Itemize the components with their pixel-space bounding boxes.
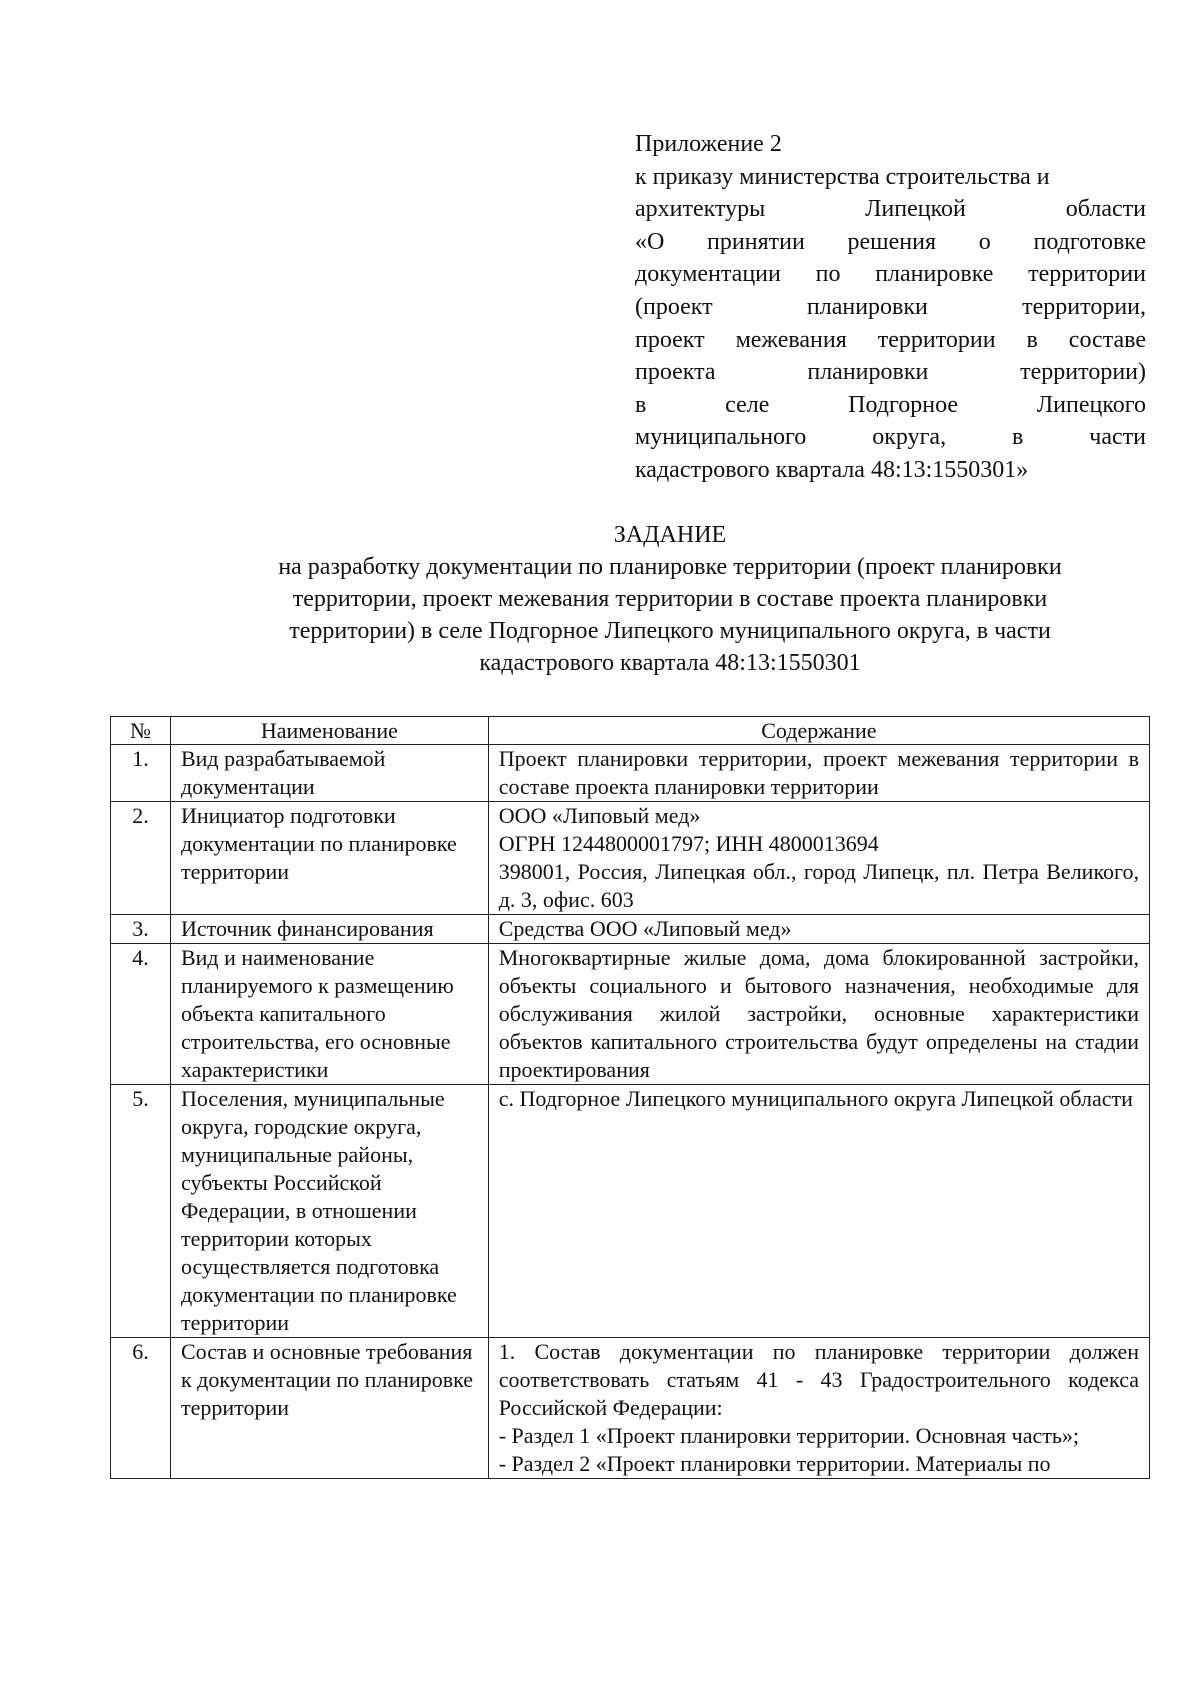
content-paragraph: Многоквартирные жилые дома, дома блокированной застройки, объекты социального и бытового назначения, необходимые для обслуживания жилой застройки, основные характеристики объектов капитального строительства будут определены на стадии проектирования [498, 945, 1139, 1082]
table-row [111, 915, 1150, 944]
row-name: Состав и основные требования к документации по планировке территории [170, 1338, 488, 1479]
row-number: 6. [111, 1338, 171, 1479]
appendix-line: проекта планировки территории) [635, 359, 1146, 386]
header-name: Наименование [170, 717, 488, 745]
document-heading [110, 519, 1200, 679]
appendix-line: «О принятии решения о подготовке [635, 228, 1146, 255]
content-paragraph: - Раздел 2 «Проект планировки территории. Материалы по [498, 1451, 1051, 1476]
row-number: 3. [111, 915, 171, 944]
table-row [111, 802, 1150, 915]
row-name: Источник финансирования [170, 915, 488, 944]
content-paragraph: Средства ООО «Липовый мед» [498, 916, 792, 941]
row-content [488, 915, 1149, 944]
row-content [488, 1085, 1149, 1338]
appendix-line: к приказу министерства строительства и [635, 163, 1050, 190]
row-name: Инициатор подготовки документации по планировке территории [170, 802, 488, 915]
heading-line: на разработку документации по планировке территории (проект планировки [278, 554, 1062, 580]
appendix-line: в селе Подгорное Липецкого [635, 391, 1146, 418]
appendix-block [635, 128, 1146, 487]
heading-line: территории, проект межевания территории в составе проекта планировки [292, 586, 1048, 612]
appendix-line: кадастрового квартала 48:13:1550301» [635, 456, 1029, 483]
table-row [111, 1085, 1150, 1338]
content-paragraph: Проект планировки территории, проект межевания территории в составе проекта планировки территории [498, 746, 1139, 799]
header-num: № [111, 717, 171, 745]
content-paragraph: ОГРН 1244800001797; ИНН 4800013694 [498, 831, 879, 856]
content-paragraph: 398001, Россия, Липецкая обл., город Липецк, пл. Петра Великого, д. 3, офис. 603 [498, 859, 1139, 912]
heading-line: территории) в селе Подгорное Липецкого муниципального округа, в части [289, 618, 1051, 644]
row-number: 2. [111, 802, 171, 915]
content-paragraph: ООО «Липовый мед» [498, 803, 701, 828]
row-content [488, 745, 1149, 802]
table-row [111, 745, 1150, 802]
appendix-line: муниципального округа, в части [635, 424, 1146, 451]
appendix-line: архитектуры Липецкой области [635, 196, 1146, 223]
header-content: Содержание [488, 717, 1149, 745]
row-number: 1. [111, 745, 171, 802]
content-paragraph: 1. Состав документации по планировке территории должен соответствовать статьям 41 - 43 Градостроительного кодекса Российской Федерации: [498, 1339, 1139, 1420]
row-content [488, 944, 1149, 1085]
row-name: Вид и наименование планируемого к размещению объекта капитального строительства, его основные характеристики [170, 944, 488, 1085]
row-name: Вид разрабатываемой документации [170, 745, 488, 802]
row-name: Поселения, муниципальные округа, городские округа, муниципальные районы, субъекты Российской Федерации, в отношении территории которых осуществляется подготовка документации по планировке территории [170, 1085, 488, 1338]
row-content [488, 1338, 1149, 1479]
table-row [111, 944, 1150, 1085]
content-paragraph: с. Подгорное Липецкого муниципального округа Липецкой области [498, 1086, 1133, 1111]
content-paragraph: - Раздел 1 «Проект планировки территории. Основная часть»; [498, 1423, 1079, 1448]
document-title: ЗАДАНИЕ [613, 522, 727, 548]
appendix-line: (проект планировки территории, [635, 293, 1146, 320]
appendix-line: Приложение 2 [635, 131, 782, 157]
heading-line: кадастрового квартала 48:13:1550301 [479, 650, 861, 676]
appendix-line: проект межевания территории в составе [635, 326, 1146, 353]
table-row [111, 1338, 1150, 1479]
table-header-row [111, 717, 1150, 745]
task-table [110, 716, 1150, 1479]
row-number: 4. [111, 944, 171, 1085]
row-number: 5. [111, 1085, 171, 1338]
row-content [488, 802, 1149, 915]
appendix-line: документации по планировке территории [635, 261, 1146, 288]
